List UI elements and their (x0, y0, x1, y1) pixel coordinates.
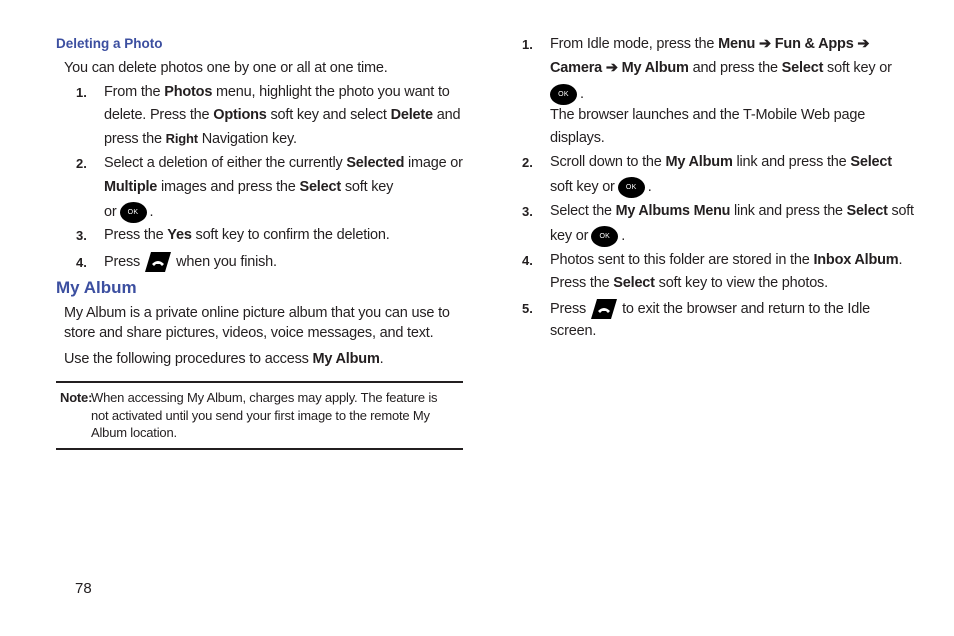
step-text: Select a deletion of either the currently Selected image or (104, 155, 463, 171)
note-bottom-rule (56, 448, 463, 450)
step-text: Press to exit the browser and return to the Idle (550, 295, 870, 323)
step-text: delete. Press the Options soft key and select Delete and (104, 107, 461, 123)
end-key-icon (144, 251, 172, 273)
note-text: When accessing My Album, charges may apply. The feature is (91, 390, 438, 405)
step-number: 4. (522, 253, 533, 268)
album-access-text: Use the following procedures to access My Album. (64, 351, 384, 367)
note-top-rule (56, 381, 463, 383)
ok-key-icon: OK (618, 177, 645, 198)
end-key-icon (590, 298, 618, 320)
step-text: Scroll down to the My Album link and press the Select (550, 154, 892, 170)
step-number: 1. (522, 37, 533, 52)
step-text: key or OK . (550, 223, 625, 249)
step-text: Multiple images and press the Select soft key (104, 179, 394, 195)
album-paragraph: store and share pictures, videos, voice messages, and text. (64, 325, 434, 341)
step-text: From Idle mode, press the Menu ➔ Fun & Apps ➔ (550, 36, 870, 52)
step-number: 2. (522, 155, 533, 170)
step-text: Press the Yes soft key to confirm the deletion. (104, 227, 390, 243)
deleting-intro: You can delete photos one by one or all at one time. (64, 60, 388, 76)
note-text: not activated until you send your first image to the remote My (91, 408, 430, 423)
step-number: 3. (522, 204, 533, 219)
heading-deleting-a-photo: Deleting a Photo (56, 36, 163, 51)
step-text: Photos sent to this folder are stored in the Inbox Album. (550, 252, 903, 268)
step-text: Select the My Albums Menu link and press the Select soft (550, 203, 914, 219)
ok-key-icon: OK (591, 226, 618, 247)
step-text: soft key or OK . (550, 174, 652, 200)
step-text: or OK . (104, 199, 153, 225)
step-text: Press when you finish. (104, 248, 277, 276)
step-number: 1. (76, 85, 87, 100)
page-number: 78 (75, 580, 92, 597)
step-text: press the Right Navigation key. (104, 131, 297, 147)
step-text: Press the Select soft key to view the photos. (550, 275, 828, 291)
note-label: Note: (60, 390, 93, 405)
step-number: 3. (76, 228, 87, 243)
step-text: The browser launches and the T-Mobile Web page (550, 107, 866, 123)
step-text: displays. (550, 130, 605, 146)
step-text: screen. (550, 323, 597, 339)
step-text: OK . (547, 81, 584, 107)
step-text: From the Photos menu, highlight the photo you want to (104, 84, 450, 100)
note-text: Album location. (91, 425, 177, 440)
step-number: 5. (522, 301, 533, 316)
step-number: 4. (76, 255, 87, 270)
ok-key-icon: OK (120, 202, 147, 223)
heading-my-album: My Album (56, 278, 137, 297)
album-paragraph: My Album is a private online picture album that you can use to (64, 305, 450, 321)
step-number: 2. (76, 156, 87, 171)
ok-key-icon: OK (550, 84, 577, 105)
step-text: Camera ➔ My Album and press the Select soft key or (550, 60, 892, 76)
